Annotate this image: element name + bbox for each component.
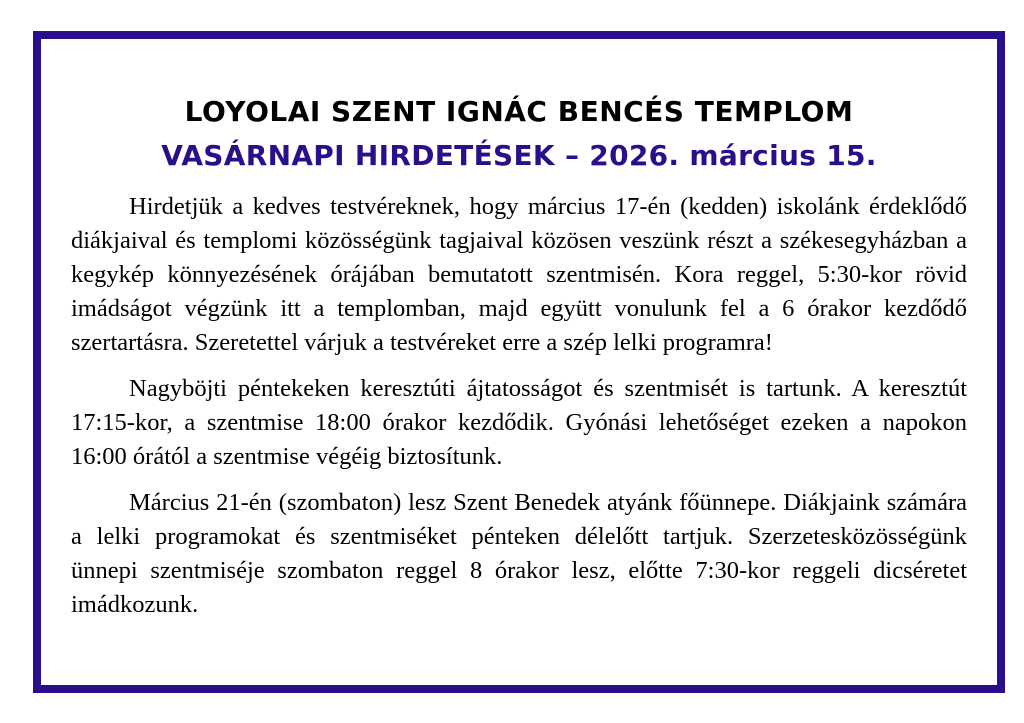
announcement-paragraph-3: Március 21-én (szombaton) lesz Szent Benedek atyánk főünnepe. Diákjaink számára a lelki programokat és szentmiséket pénteken délelőtt tartjuk. Szerzetesközösségünk ünnepi szentmiséje szombaton reggel 8 órakor lesz, előtte 7:30-kor reggeli dicséretet imádkozunk. [71, 489, 967, 618]
church-title: LOYOLAI SZENT IGNÁC BENCÉS TEMPLOM [184, 95, 854, 128]
announcement-body [71, 190, 967, 634]
announcement-frame [33, 31, 1005, 693]
announcement-subtitle: VASÁRNAPI HIRDETÉSEK – 2026. március 15. [161, 139, 877, 172]
announcement-paragraph-2: Nagyböjti péntekeken keresztúti ájtatosságot és szentmisét is tartunk. A keresztút 17:15-kor, a szentmise 18:00 órakor kezdődik. Gyónási lehetőséget ezeken a napokon 16:00 órától a szentmise végéig biztosítunk. [71, 375, 967, 470]
announcement-paragraph-1: Hirdetjük a kedves testvéreknek, hogy március 17-én (kedden) iskolánk érdeklődő diákjaival és templomi közösségünk tagjaival közösen veszünk részt a székesegyházban a kegykép könnyezésének órájában bemutatott szentmisén. Kora reggel, 5:30-kor rövid imádságot végzünk itt a templomban, majd együtt vonulunk fel a 6 órakor kezdődő szertartásra. Szeretettel várjuk a testvéreket erre a szép lelki programra! [71, 193, 967, 356]
